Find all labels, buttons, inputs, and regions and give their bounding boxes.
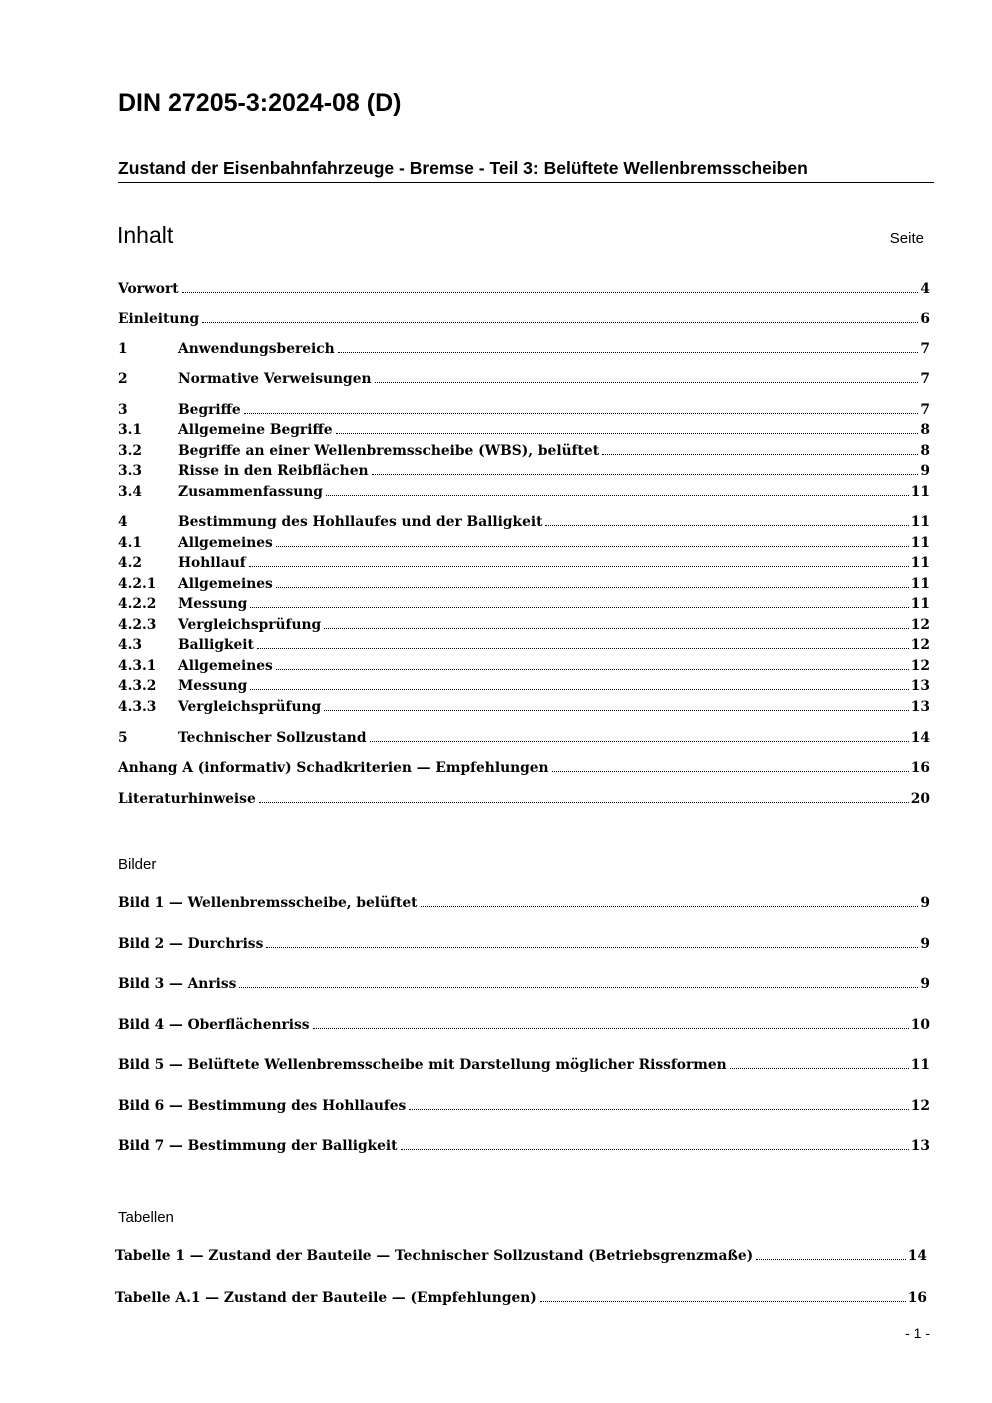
toc-entry[interactable]: 4.3.1 Allgemeines 12 xyxy=(118,658,930,674)
figure-entry[interactable]: Bild 6 — Bestimmung des Hohllaufes 12 xyxy=(118,1098,930,1114)
toc-entry[interactable]: 4.1 Allgemeines 11 xyxy=(118,535,930,551)
toc-heading: Inhalt xyxy=(117,222,174,248)
figure-entry[interactable]: Bild 4 — Oberflächenriss 10 xyxy=(118,1017,930,1033)
figure-entry[interactable]: Bild 1 — Wellenbremsscheibe, belüftet 9 xyxy=(118,895,930,911)
toc-entry[interactable]: 4.2.1 Allgemeines 11 xyxy=(118,576,930,592)
table-entry[interactable]: Tabelle A.1 — Zustand der Bauteile — (Empfehlungen) 16 xyxy=(115,1290,927,1306)
toc-entry[interactable]: 4.3.3 Vergleichsprüfung 13 xyxy=(118,699,930,715)
toc-entry[interactable]: 3.3 Risse in den Reibflächen 9 xyxy=(118,463,930,479)
figures-heading: Bilder xyxy=(118,856,157,873)
toc-entry[interactable]: 5 Technischer Sollzustand 14 xyxy=(118,730,930,746)
document-subtitle: Zustand der Eisenbahnfahrzeuge - Bremse - Teil 3: Belüftete Wellenbremsscheiben xyxy=(118,158,934,183)
tables-heading: Tabellen xyxy=(118,1209,174,1226)
toc-entry[interactable]: 3.1 Allgemeine Begriffe 8 xyxy=(118,422,930,438)
page-column-label: Seite xyxy=(889,230,924,247)
figure-entry[interactable]: Bild 5 — Belüftete Wellenbremsscheibe mit Darstellung möglicher Rissformen 11 xyxy=(118,1057,930,1073)
document-id: DIN 27205-3:2024-08 (D) xyxy=(118,89,402,117)
toc-entry[interactable]: 3.4 Zusammenfassung 11 xyxy=(118,484,930,500)
figure-entry[interactable]: Bild 7 — Bestimmung der Balligkeit 13 xyxy=(118,1138,930,1154)
toc-entry[interactable]: 4.3 Balligkeit 12 xyxy=(118,637,930,653)
figure-entry[interactable]: Bild 3 — Anriss 9 xyxy=(118,976,930,992)
toc-entry[interactable]: 1 Anwendungsbereich 7 xyxy=(118,341,930,357)
toc-entry[interactable]: 4.2 Hohllauf 11 xyxy=(118,555,930,571)
toc-entry[interactable]: Anhang A (informativ) Schadkriterien — Empfehlungen 16 xyxy=(118,760,930,776)
toc-entry[interactable]: 3.2 Begriffe an einer Wellenbremsscheibe (WBS), belüftet 8 xyxy=(118,443,930,459)
page-number: - 1 - xyxy=(905,1325,930,1341)
toc-entry[interactable]: 4 Bestimmung des Hohllaufes und der Balligkeit 11 xyxy=(118,514,930,530)
toc-entry[interactable]: 4.2.3 Vergleichsprüfung 12 xyxy=(118,617,930,633)
toc-entry[interactable]: Literaturhinweise 20 xyxy=(118,791,930,807)
toc-entry[interactable]: 4.2.2 Messung 11 xyxy=(118,596,930,612)
toc-entry[interactable]: 2 Normative Verweisungen 7 xyxy=(118,371,930,387)
table-entry[interactable]: Tabelle 1 — Zustand der Bauteile — Technischer Sollzustand (Betriebsgrenzmaße) 14 xyxy=(115,1248,927,1264)
toc-entry[interactable]: Vorwort 4 xyxy=(118,281,930,297)
toc-entry[interactable]: 4.3.2 Messung 13 xyxy=(118,678,930,694)
figure-entry[interactable]: Bild 2 — Durchriss 9 xyxy=(118,936,930,952)
toc-entry[interactable]: 3 Begriffe 7 xyxy=(118,402,930,418)
toc-entry[interactable]: Einleitung 6 xyxy=(118,311,930,327)
